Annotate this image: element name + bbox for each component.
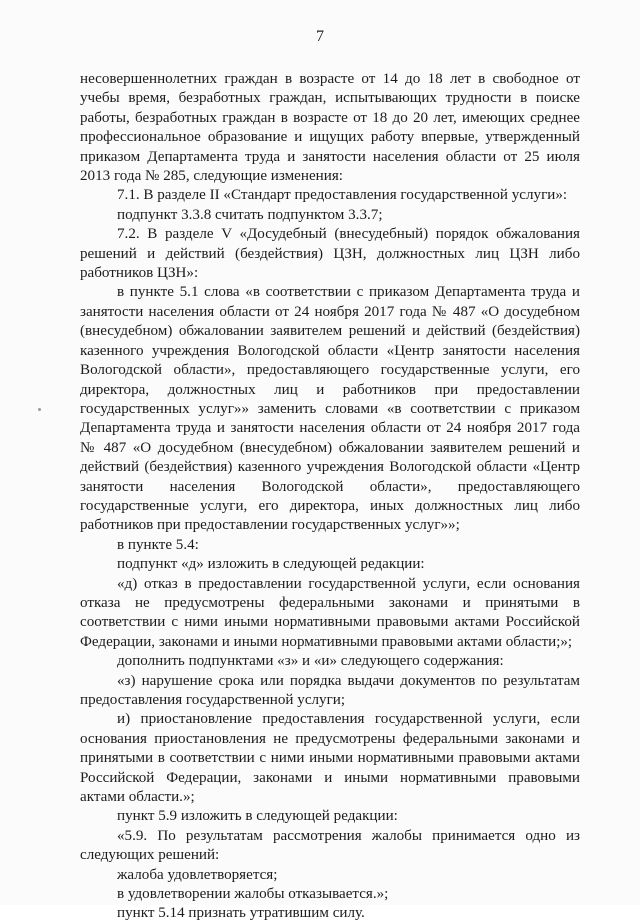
document-body — [80, 70, 580, 924]
paragraph-point-5-4: в пункте 5.4: — [117, 536, 199, 553]
paragraph-complaint-satisfied: жалоба удовлетворяется; — [117, 866, 278, 883]
page-number: 7 — [316, 28, 324, 45]
paragraph-complaint-rejected: в удовлетворении жалобы отказывается.»; — [117, 886, 389, 903]
paragraph-subpoint-z: «з) нарушение срока или порядка выдачи документов по результатам предоставления государственной услуги; — [80, 672, 580, 708]
paragraph-subpoint-i: и) приостановление предоставления государственной услуги, если основания приостановления не предусмотрены федеральными законами и принятыми в соответствии с ними иными нормативными правовыми актами Российской Федерации, законами и иными нормативными правовыми актами области.»; — [80, 711, 580, 806]
paragraph-point-5-9-intro: пункт 5.9 изложить в следующей редакции: — [117, 808, 398, 825]
paragraph-point-5-14: пункт 5.14 признать утратившим силу. — [117, 905, 365, 922]
paragraph-subpoint-d-intro: подпункт «д» изложить в следующей редакции: — [117, 556, 425, 573]
margin-dot — [38, 408, 41, 411]
paragraph-subpoint-d: «д) отказ в предоставлении государственной услуги, если основания отказа не предусмотрены федеральными законами и принятыми в соответствии с ними иными нормативными правовыми актами Российской Федерации, законами и иными нормативными правовыми актами области;»; — [80, 575, 580, 650]
paragraph-7-2: 7.2. В разделе V «Досудебный (внесудебный) порядок обжалования решений и действий (бездействия) ЦЗН, должностных лиц ЦЗН либо работников ЦЗН»: — [80, 226, 580, 282]
paragraph-point-5-1: в пункте 5.1 слова «в соответствии с приказом Департамента труда и занятости населения области от 24 ноября 2017 года № 487 «О досудебном (внесудебном) обжаловании заявителем решений и действий (бездействия) казенного учреждения Вологодской области «Центр занятости населения Вологодской области», предоставляющего государственные услуги, его директора, должностных лиц и работников при предоставлении государственных услуг»» заменить словами «в соответствии с приказом Департамента труда и занятости населения области от 24 ноября 2017 года № 487 «О досудебном (внесудебном) обжаловании заявителем решений и действий (бездействия) казенного учреждения Вологодской области «Центр занятости населения Вологодской области», предоставляющего государственные услуги, его директора, иных должностных лиц либо работников при предоставлении государственных услуг»»; — [80, 284, 580, 534]
paragraph-add-subpoints: дополнить подпунктами «з» и «и» следующего содержания: — [117, 653, 504, 670]
paragraph-subpoint-3-3-8: подпункт 3.3.8 считать подпунктом 3.3.7; — [117, 206, 383, 223]
paragraph-intro-continuation: несовершеннолетних граждан в возрасте от 14 до 18 лет в свободное от учебы время, безработных граждан, испытывающих трудности в поиске работы, безработных граждан в возрасте от 18 до 20 лет, имеющих среднее профессиональное образование и ищущих работу впервые, утвержденный приказом Департамента труда и занятости населения области от 25 июля 2013 года № 285, следующие изменения: — [80, 71, 580, 185]
paragraph-7-1: 7.1. В разделе II «Стандарт предоставления государственной услуги»: — [117, 187, 568, 204]
paragraph-point-5-9: «5.9. По результатам рассмотрения жалобы принимается одно из следующих решений: — [80, 827, 580, 864]
